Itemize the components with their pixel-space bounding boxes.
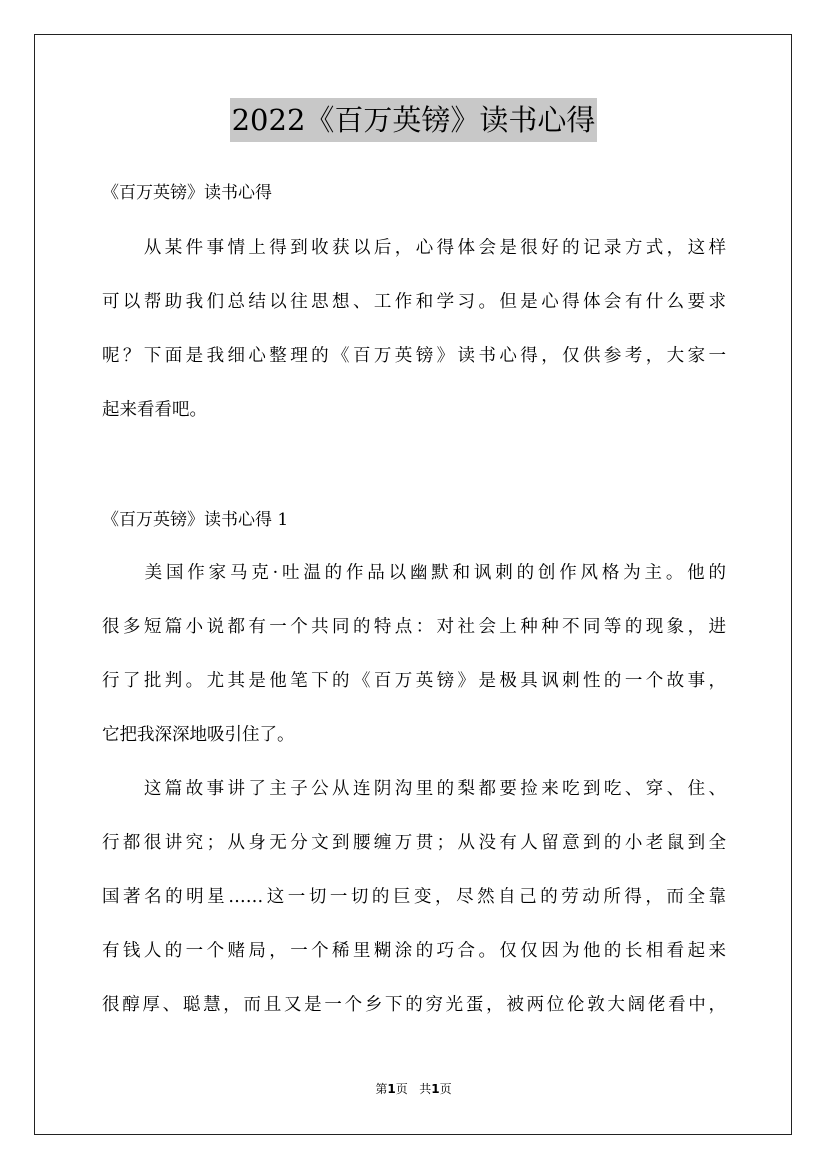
subheading-1: 《百万英镑》读书心得 1 — [102, 510, 289, 530]
text-line: 有钱人的一个赌局，一个稀里糊涂的巧合。仅仅因为他的长相看起来 — [102, 941, 726, 961]
paragraph-2 — [102, 777, 726, 1047]
text-line: 从某件事情上得到收获以后，心得体会是很好的记录方式，这样 — [102, 238, 726, 258]
subheading-main: 《百万英镑》读书心得 — [102, 183, 272, 203]
title-container — [0, 98, 827, 142]
page-footer — [0, 1081, 827, 1097]
page-suffix: 页 — [395, 1082, 408, 1096]
page-number: 1 — [387, 1082, 396, 1096]
text-line: 行了批判。尤其是他笔下的《百万英镑》是极具讽刺性的一个故事， — [102, 671, 726, 691]
text-line: 这篇故事讲了主子公从连阴沟里的梨都要捡来吃到吃、穿、住、 — [102, 779, 726, 799]
text-line: 美国作家马克·吐温的作品以幽默和讽刺的创作风格为主。他的 — [102, 563, 726, 583]
text-line: 它把我深深地吸引住了。 — [102, 725, 295, 745]
total-suffix: 页 — [439, 1082, 452, 1096]
text-line: 可以帮助我们总结以往思想、工作和学习。但是心得体会有什么要求 — [102, 292, 726, 312]
total-pages: 1 — [431, 1082, 440, 1096]
page-prefix: 第 — [375, 1082, 388, 1096]
text-line: 起来看看吧。 — [102, 400, 207, 420]
text-line: 呢？下面是我细心整理的《百万英镑》读书心得，仅供参考，大家一 — [102, 346, 726, 366]
text-line: 很多短篇小说都有一个共同的特点：对社会上种种不同等的现象，进 — [102, 617, 726, 637]
text-line: 行都很讲究；从身无分文到腰缠万贯；从没有人留意到的小老鼠到全 — [102, 833, 726, 853]
text-line: 很醇厚、聪慧，而且又是一个乡下的穷光蛋，被两位伦敦大阔佬看中， — [102, 995, 726, 1015]
total-prefix: 共 — [419, 1082, 432, 1096]
text-line: 国著名的明星……这一切一切的巨变，尽然自己的劳动所得，而全靠 — [102, 887, 726, 907]
paragraph-1 — [102, 561, 726, 777]
intro-paragraph — [102, 236, 726, 452]
document-title: 2022《百万英镑》读书心得 — [230, 98, 598, 142]
